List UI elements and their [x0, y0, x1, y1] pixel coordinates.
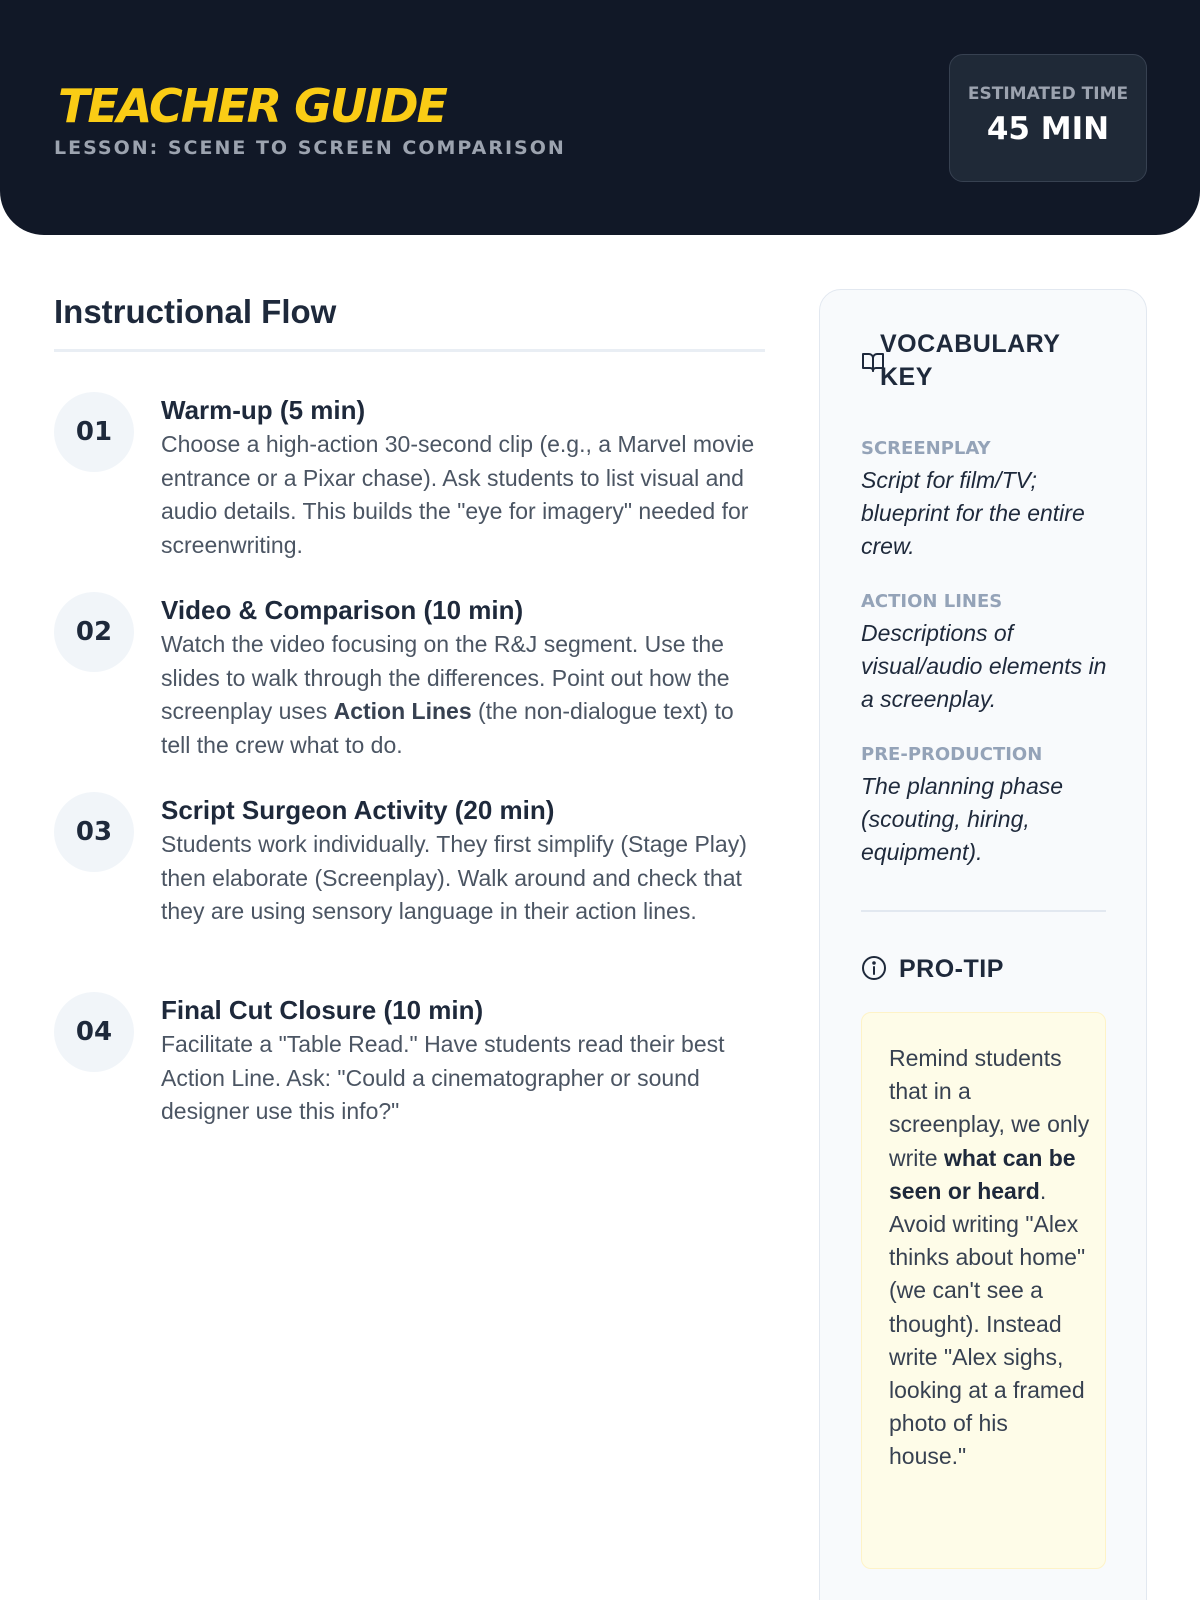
step-number: 01 — [54, 392, 134, 472]
estimated-time-value: 45 MIN — [986, 111, 1110, 147]
estimated-time-badge — [949, 54, 1147, 182]
sidebar-divider — [861, 910, 1106, 912]
vocab-term: ACTION LINES — [861, 591, 1003, 612]
step-title: Warm-up (5 min) — [161, 395, 366, 425]
vocab-definition: Descriptions of visual/audio elements in a screenplay. — [861, 620, 1107, 712]
step-number: 03 — [54, 792, 134, 872]
vocab-definition: The planning phase (scouting, hiring, equipment). — [861, 773, 1064, 865]
step-text-part: Watch the video focusing on the R&J segment. Use the slides to walk through the differences. Point out how the screenplay uses — [161, 631, 730, 724]
page-title: TEACHER GUIDE — [58, 79, 446, 133]
tip-text-part: . Avoid writing "Alex thinks about home" (we can't see a thought). Instead write "Alex sighs, looking at a framed photo of his house." — [889, 1177, 1086, 1470]
lesson-subtitle: LESSON: SCENE TO SCREEN COMPARISON — [54, 137, 566, 159]
vocab-definition: Script for film/TV; blueprint for the entire crew. — [861, 467, 1085, 559]
step-text-part: (the non-dialogue text) to tell the crew what to do. — [161, 698, 734, 758]
step-text-emphasis: Action Lines — [333, 698, 472, 724]
step-number: 04 — [54, 992, 134, 1072]
vocabulary-key-title: VOCABULARY KEY — [880, 330, 1061, 391]
step-description: Facilitate a "Table Read." Have students read their best Action Line. Ask: "Could a cinematographer or sound designer use this info?" — [161, 1031, 725, 1124]
step-title: Final Cut Closure (10 min) — [161, 995, 484, 1025]
pro-tip-box — [861, 1012, 1106, 1569]
step-description: Choose a high-action 30-second clip (e.g., a Marvel movie entrance or a Pixar chase). Ask students to list visual and audio details. This builds the "eye for imagery" needed for screenwriting. — [161, 431, 755, 558]
vocab-term: SCREENPLAY — [861, 438, 991, 459]
pro-tip-title: PRO-TIP — [899, 955, 1004, 983]
vocab-entry — [861, 437, 1107, 563]
step-description — [161, 628, 761, 762]
step-title: Script Surgeon Activity (20 min) — [161, 795, 555, 825]
tip-text-emphasis: what can be seen or heard — [889, 1144, 1076, 1204]
step-number: 02 — [54, 592, 134, 672]
step-description: Students work individually. They first simplify (Stage Play) then elaborate (Screenplay). Walk around and check that they are using sensory language in their action lines. — [161, 831, 747, 924]
instructional-flow-heading: Instructional Flow — [54, 293, 337, 330]
vocab-entry — [861, 590, 1107, 716]
estimated-time-label: ESTIMATED TIME — [967, 84, 1129, 104]
info-icon — [861, 955, 887, 981]
vocab-term: PRE-PRODUCTION — [861, 744, 1043, 765]
vocab-entry — [861, 743, 1107, 869]
pro-tip-text — [889, 1042, 1091, 1474]
heading-divider — [54, 349, 765, 352]
header-banner — [0, 0, 1200, 235]
step-title: Video & Comparison (10 min) — [161, 595, 524, 625]
tip-text-part: Remind students that in a screenplay, we only write — [889, 1045, 1090, 1171]
